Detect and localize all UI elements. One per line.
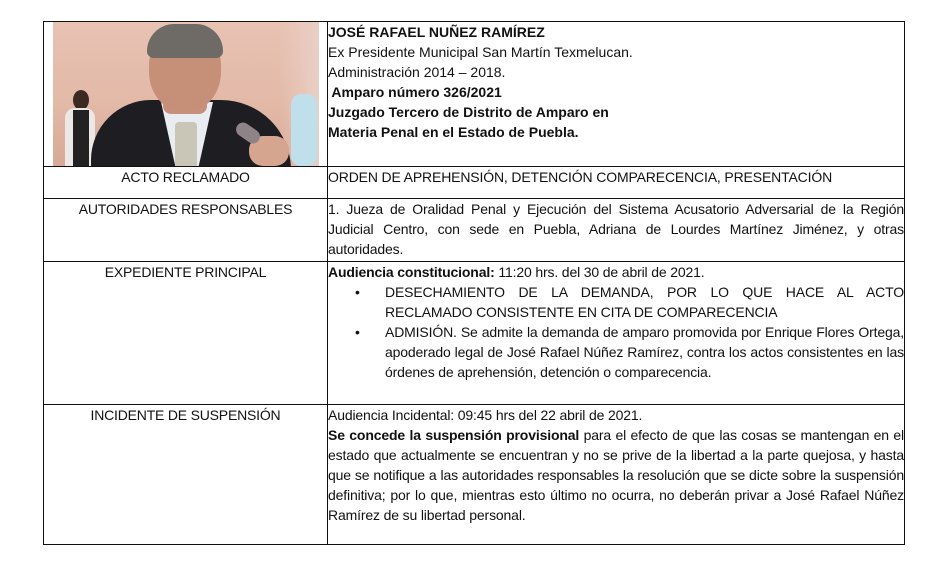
row-value bbox=[328, 405, 905, 545]
row-expediente-principal bbox=[44, 262, 905, 405]
row-label: EXPEDIENTE PRINCIPAL bbox=[44, 262, 328, 405]
row-acto-reclamado bbox=[44, 167, 905, 199]
audiencia-time: 11:20 hrs. del 30 de abril de 2021. bbox=[494, 264, 705, 280]
amparo-number: Amparo número 326/2021 bbox=[328, 84, 502, 100]
administration-period: Administración 2014 – 2018. bbox=[328, 64, 506, 80]
suspension-text bbox=[328, 425, 904, 525]
header-row bbox=[44, 22, 905, 167]
court-line-1: Juzgado Tercero de Distrito de Amparo en bbox=[328, 104, 609, 120]
person-position: Ex Presidente Municipal San Martín Texmelucan. bbox=[328, 44, 633, 60]
suspension-rest: para el efecto de que las cosas se mantengan en el estado que actualmente se encuentran y no se prive de la libertad a la parte quejosa, y hasta que se notifique a las autoridades responsables la resolución que se dicte sobre la suspensión definitiva; por lo que, mientras esto último no ocurra, no deberán privar a José Rafael Núñez Ramírez de su libertad personal. bbox=[328, 427, 905, 523]
case-summary-table bbox=[43, 21, 905, 545]
list-item: • DESECHAMIENTO DE LA DEMANDA, POR LO QUE HACE AL ACTO RECLAMADO CONSISTENTE EN CITA DE COMPARECENCIA bbox=[385, 282, 904, 322]
suspension-bold: Se concede la suspensión provisional bbox=[328, 427, 580, 443]
court-line-2: Materia Penal en el Estado de Puebla. bbox=[328, 124, 579, 140]
audiencia-label: Audiencia constitucional: bbox=[328, 264, 495, 280]
row-label: AUTORIDADES RESPONSABLES bbox=[44, 199, 328, 262]
row-value bbox=[328, 262, 905, 405]
resolution-list bbox=[328, 282, 904, 382]
audiencia-constitucional bbox=[328, 262, 904, 282]
person-photo bbox=[53, 22, 319, 166]
row-label: ACTO RECLAMADO bbox=[44, 167, 328, 199]
row-autoridades-responsables bbox=[44, 199, 905, 262]
person-name: JOSÉ RAFAEL NUÑEZ RAMÍREZ bbox=[328, 24, 545, 40]
case-header-cell bbox=[328, 22, 905, 167]
row-label: INCIDENTE DE SUSPENSIÓN bbox=[44, 405, 328, 545]
row-incidente-suspension bbox=[44, 405, 905, 545]
list-item: • ADMISIÓN. Se admite la demanda de amparo promovida por Enrique Flores Ortega, apoderado legal de José Rafael Núñez Ramírez, contra los actos consistentes en las órdenes de aprehensión, detención o comparecencia. bbox=[385, 322, 904, 382]
row-value: ORDEN DE APREHENSIÓN, DETENCIÓN COMPARECENCIA, PRESENTACIÓN bbox=[328, 167, 905, 199]
row-value: 1. Jueza de Oralidad Penal y Ejecución del Sistema Acusatorio Adversarial de la Región Judicial Centro, con sede en Puebla, Adriana de Lourdes Martínez Jiménez, y otras autoridades. bbox=[328, 199, 905, 262]
audiencia-incidental: Audiencia Incidental: 09:45 hrs del 22 abril de 2021. bbox=[328, 407, 643, 423]
photo-cell bbox=[44, 22, 328, 167]
